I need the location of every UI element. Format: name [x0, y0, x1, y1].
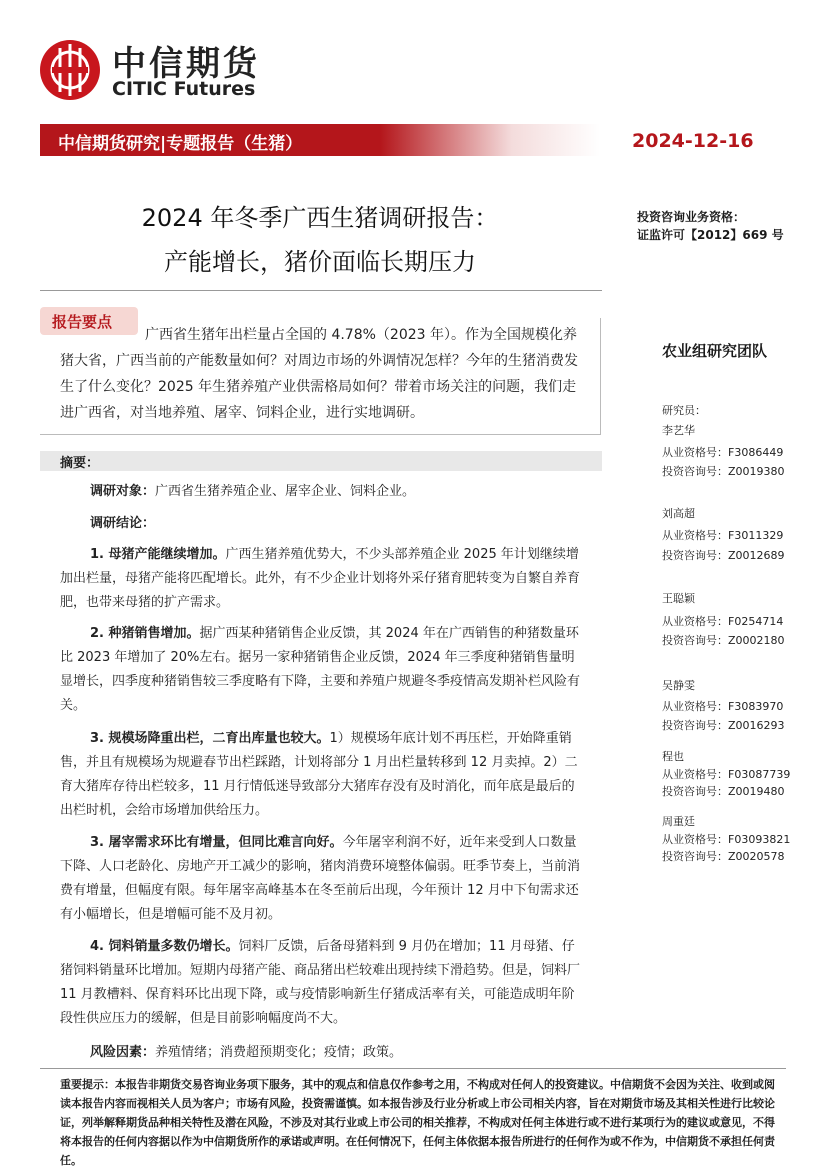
- qualification-line2: 证监许可【2012】669 号: [637, 228, 784, 242]
- citic-logo-icon: [38, 38, 102, 102]
- conclusion-item-head: 3. 屠宰需求环比有增量，但同比难言向好。: [90, 835, 343, 850]
- conclusion-item-head: 1. 母猪产能继续增加。: [90, 547, 226, 562]
- report-title-line1: 2024 年冬季广西生猪调研报告：: [141, 204, 499, 232]
- researcher-advisory: 投资咨询号：Z0020578: [662, 850, 785, 863]
- researcher-license: 从业资格号：F3083970: [662, 700, 784, 713]
- researcher-name: 刘高超: [662, 507, 695, 520]
- team-title: 农业组研究团队: [662, 342, 768, 360]
- key-points-text: 广西省生猪年出栏量占全国的 4.78%（2023 年）。作为全国规模化养猪大省，广西当前的产能数量如何？对周边市场的外调情况怎样？今年的生猪消费发生了什么变化？2025 年生猪养殖产业供需格局如何？带着市场关注的问题，我们走进广西省，对当地养殖、屠宰、饲料企业，进行实地调研。: [60, 327, 578, 421]
- researcher-name: 周重廷: [662, 815, 695, 828]
- researcher-license: 从业资格号：F03087739: [662, 768, 791, 781]
- conclusion-item-text: 广西生猪养殖优势大，不少头部养殖企业 2025 年计划继续增加出栏量，母猪产能将匹配增长。此外，有不少企业计划将外采仔猪育肥转变为自繁自养育肥，也带来母猪的扩产需求。: [60, 547, 581, 610]
- risk-text: 养殖情绪；消费超预期变化；疫情；政策。: [155, 1045, 403, 1060]
- conclusion-item-text: 1）规模场年底计划不再压栏，开始降重销售，并且有规模场为规避春节出栏踩踏，计划将部分 1 月出栏量转移到 12 月卖掉。2）二育大猪库存待出栏较多，11 月行情低迷导致部分大猪库存没有及时消化，而年底是最后的出栏时机，会给市场增加供给压力。: [60, 731, 578, 818]
- conclusion-item-head: 2. 种猪销售增加。: [90, 626, 200, 641]
- researcher-license: 从业资格号：F3011329: [662, 529, 784, 542]
- researcher-label: 研究员：: [662, 404, 706, 417]
- research-object-text: 广西省生猪养殖企业、屠宰企业、饲料企业。: [155, 484, 416, 499]
- report-category: 中信期货研究|专题报告（生猪）: [58, 134, 303, 154]
- qualification-line1: 投资咨询业务资格：: [637, 210, 746, 224]
- conclusion-item: [60, 831, 580, 927]
- researcher-name: 李艺华: [662, 424, 695, 437]
- researcher-name: 王聪颖: [662, 592, 695, 605]
- researcher-advisory: 投资咨询号：Z0019380: [662, 465, 785, 478]
- conclusion-item-text: 饲料厂反馈，后备母猪料到 9 月仍在增加；11 月母猪、仔猪饲料销量环比增加。短期内母猪产能、商品猪出栏较难出现持续下滑趋势。但是，饲料厂 11 月教槽料、保育料环比出现下降，或与疫情影响新生仔猪成活率有关，可能造成明年阶段性供应压力的缓解，但是目前影响幅度尚不大。: [60, 939, 581, 1026]
- researcher-advisory: 投资咨询号：Z0012689: [662, 549, 785, 562]
- key-points-divider: [40, 290, 602, 291]
- researcher-license: 从业资格号：F03093821: [662, 833, 791, 846]
- summary-label: 摘要：: [60, 456, 100, 471]
- brand-name-en: CITIC Futures: [112, 78, 256, 100]
- key-points-label: 报告要点: [52, 313, 113, 331]
- research-object: [60, 480, 580, 504]
- researcher-license: 从业资格号：F0254714: [662, 615, 784, 628]
- researcher-name: 程也: [662, 750, 684, 763]
- researcher-advisory: 投资咨询号：Z0002180: [662, 634, 785, 647]
- footer-divider: [40, 1068, 786, 1069]
- conclusion-item: [60, 727, 580, 823]
- researcher-license: 从业资格号：F3086449: [662, 446, 784, 459]
- summary-band: [40, 451, 602, 471]
- researcher-advisory: 投资咨询号：Z0016293: [662, 719, 785, 732]
- risk-factors: [60, 1041, 580, 1065]
- conclusion-item-text: 今年屠宰利润不好，近年来受到人口数量下降、人口老龄化、房地产开工减少的影响，猪肉消费环境整体偏弱。旺季节奏上，当前消费有增量，但幅度有限。每年屠宰高峰基本在冬至前后出现，今年预计 12 月中下旬需求还有小幅增长，但是增幅可能不及月初。: [60, 835, 581, 922]
- conclusion-label: 调研结论：: [90, 516, 156, 531]
- researcher-advisory: 投资咨询号：Z0019480: [662, 785, 785, 798]
- conclusion-item: [60, 622, 580, 718]
- report-date: 2024-12-16: [632, 130, 754, 152]
- report-bar-gradient: [380, 124, 600, 156]
- risk-label: 风险因素：: [90, 1045, 156, 1060]
- conclusion-item: [60, 543, 580, 615]
- research-object-label: 调研对象：: [90, 484, 156, 499]
- conclusion-item: [60, 935, 580, 1031]
- conclusion-item-head: 4. 饲料销量多数仍增长。: [90, 939, 239, 954]
- conclusion-item-head: 3. 规模场降重出栏，二育出库量也较大。: [90, 731, 330, 746]
- report-title-line2: 产能增长，猪价面临长期压力: [164, 248, 476, 276]
- disclaimer: 重要提示：本报告非期货交易咨询业务项下服务，其中的观点和信息仅作参考之用，不构成对任何人的投资建议。中信期货不会因为关注、收到或阅读本报告内容而视相关人员为客户；市场有风险，投资需谨慎。如本报告涉及行业分析或上市公司相关内容，旨在对期货市场及其相关性进行比较论证，列举解释期货品种相关特性及潜在风险，不涉及对其行业或上市公司的相关推荐，不构成对任何主体进行或不进行某项行为的建议或意见，不得将本报告的任何内容据以作为中信期货所作的承诺或声明。在任何情况下，任何主体依据本报告所进行的任何作为或不作为，中信期货不承担任何责任。: [60, 1078, 775, 1167]
- researcher-name: 吴静雯: [662, 679, 695, 692]
- conclusion-item-text: 据广西某种猪销售企业反馈，其 2024 年在广西销售的种猪数量环比 2023 年增加了 20%左右。据另一家种猪销售企业反馈，2024 年三季度种猪销售量明显增长，四季度种猪销售较三季度略有下降，主要和养殖户规避冬季疫情高发期补栏风险有关。: [60, 626, 581, 713]
- brand-name-cn: 中信期货: [112, 44, 260, 84]
